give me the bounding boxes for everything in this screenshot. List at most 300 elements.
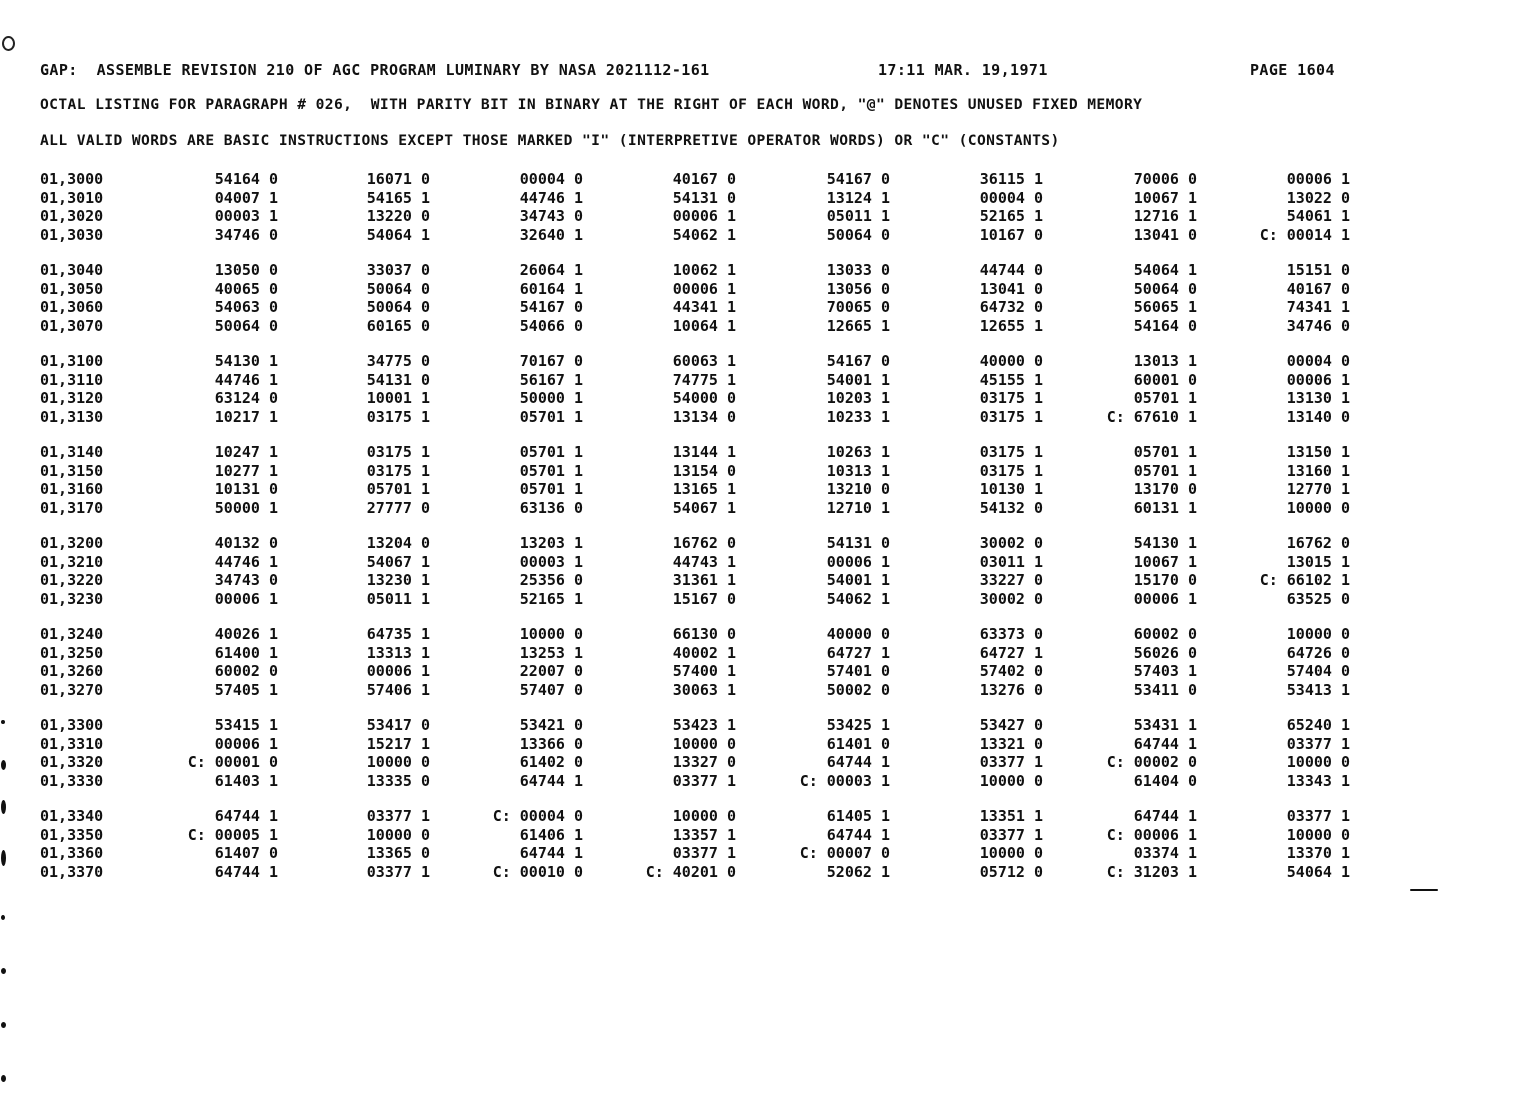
octal-word: 13134 0 bbox=[672, 408, 736, 426]
octal-word: 64735 1 bbox=[366, 625, 430, 643]
octal-word: 10000 0 bbox=[1286, 499, 1350, 517]
listing-description: OCTAL LISTING FOR PARAGRAPH # 026, WITH PARITY BIT IN BINARY AT THE RIGHT OF EACH WORD, "@" DENOTES UNUSED FIXED MEMORY bbox=[40, 96, 1143, 113]
octal-word: 13124 1 bbox=[826, 189, 890, 207]
octal-word: 64727 1 bbox=[979, 644, 1043, 662]
octal-word: 60002 0 bbox=[1133, 625, 1197, 643]
octal-word: 13313 1 bbox=[366, 644, 430, 662]
octal-word: 10217 1 bbox=[214, 408, 278, 426]
octal-word: 60063 1 bbox=[672, 352, 736, 370]
octal-word: 40002 1 bbox=[672, 644, 736, 662]
octal-word: 10131 0 bbox=[214, 480, 278, 498]
listing-row bbox=[0, 298, 1400, 316]
octal-word: 54132 0 bbox=[979, 499, 1043, 517]
row-address: 01,3200 bbox=[40, 534, 104, 552]
octal-word: 13033 0 bbox=[826, 261, 890, 279]
octal-word: 00006 1 bbox=[1286, 170, 1350, 188]
octal-word: 57402 0 bbox=[979, 662, 1043, 680]
octal-word: 64744 1 bbox=[1133, 807, 1197, 825]
octal-word: 50000 1 bbox=[519, 389, 583, 407]
octal-word: 50064 0 bbox=[214, 317, 278, 335]
octal-word: 63373 0 bbox=[979, 625, 1043, 643]
octal-word: 64744 1 bbox=[1133, 735, 1197, 753]
octal-word: 16762 0 bbox=[672, 534, 736, 552]
octal-word: 64744 1 bbox=[826, 753, 890, 771]
octal-word: 40167 0 bbox=[672, 170, 736, 188]
octal-word: 13276 0 bbox=[979, 681, 1043, 699]
octal-word: 60165 0 bbox=[366, 317, 430, 335]
row-address: 01,3240 bbox=[40, 625, 104, 643]
octal-word: 00006 1 bbox=[366, 662, 430, 680]
octal-word: 60002 0 bbox=[214, 662, 278, 680]
octal-word: 45155 1 bbox=[979, 371, 1043, 389]
octal-word: 13327 0 bbox=[672, 753, 736, 771]
octal-word: 13357 1 bbox=[672, 826, 736, 844]
octal-word: 03011 1 bbox=[979, 553, 1043, 571]
octal-word: 00006 1 bbox=[672, 280, 736, 298]
octal-word: C: 40201 0 bbox=[645, 863, 736, 881]
octal-word: 00004 0 bbox=[1286, 352, 1350, 370]
row-address: 01,3370 bbox=[40, 863, 104, 881]
octal-word: 61400 1 bbox=[214, 644, 278, 662]
octal-word: 13203 1 bbox=[519, 534, 583, 552]
octal-word: 57401 0 bbox=[826, 662, 890, 680]
listing-row bbox=[0, 716, 1400, 734]
octal-word: 70167 0 bbox=[519, 352, 583, 370]
octal-word: 27777 0 bbox=[366, 499, 430, 517]
octal-word: 13022 0 bbox=[1286, 189, 1350, 207]
octal-word: 63124 0 bbox=[214, 389, 278, 407]
octal-word: 34746 0 bbox=[214, 226, 278, 244]
octal-word: 40167 0 bbox=[1286, 280, 1350, 298]
octal-word: 10000 0 bbox=[672, 735, 736, 753]
octal-word: 13370 1 bbox=[1286, 844, 1350, 862]
row-address: 01,3040 bbox=[40, 261, 104, 279]
octal-word: 50002 0 bbox=[826, 681, 890, 699]
octal-word: 44744 0 bbox=[979, 261, 1043, 279]
octal-word: 10000 0 bbox=[519, 625, 583, 643]
octal-word: 00006 1 bbox=[1286, 371, 1350, 389]
octal-word: 57407 0 bbox=[519, 681, 583, 699]
octal-word: 54130 1 bbox=[214, 352, 278, 370]
row-address: 01,3320 bbox=[40, 753, 104, 771]
octal-word: 56026 0 bbox=[1133, 644, 1197, 662]
octal-word: 05701 1 bbox=[1133, 443, 1197, 461]
row-address: 01,3070 bbox=[40, 317, 104, 335]
listing-row bbox=[0, 807, 1400, 825]
octal-word: 13041 0 bbox=[1133, 226, 1197, 244]
row-address: 01,3220 bbox=[40, 571, 104, 589]
octal-word: 03175 1 bbox=[366, 443, 430, 461]
octal-word: 10233 1 bbox=[826, 408, 890, 426]
octal-word: 44341 1 bbox=[672, 298, 736, 316]
octal-word: 03175 1 bbox=[979, 408, 1043, 426]
octal-word: 54066 0 bbox=[519, 317, 583, 335]
octal-word: 13130 1 bbox=[1286, 389, 1350, 407]
octal-word: 54064 1 bbox=[1286, 863, 1350, 881]
punch-hole-mark bbox=[2, 36, 15, 51]
octal-word: 04007 1 bbox=[214, 189, 278, 207]
octal-word: 00004 0 bbox=[519, 170, 583, 188]
octal-word: 64744 1 bbox=[519, 844, 583, 862]
octal-word: 10001 1 bbox=[366, 389, 430, 407]
octal-word: 26064 1 bbox=[519, 261, 583, 279]
octal-word: 13343 1 bbox=[1286, 772, 1350, 790]
row-address: 01,3340 bbox=[40, 807, 104, 825]
listing-row bbox=[0, 280, 1400, 298]
octal-word: 00003 1 bbox=[519, 553, 583, 571]
octal-word: 53427 0 bbox=[979, 716, 1043, 734]
octal-word: 05712 0 bbox=[979, 863, 1043, 881]
octal-word: 53413 1 bbox=[1286, 681, 1350, 699]
octal-word: 40000 0 bbox=[826, 625, 890, 643]
octal-word: 10062 1 bbox=[672, 261, 736, 279]
listing-row bbox=[0, 207, 1400, 225]
listing-row bbox=[0, 408, 1400, 426]
octal-word: 05701 1 bbox=[1133, 389, 1197, 407]
octal-word: 13366 0 bbox=[519, 735, 583, 753]
octal-word: 05701 1 bbox=[366, 480, 430, 498]
octal-word: 57400 1 bbox=[672, 662, 736, 680]
octal-word: 64744 1 bbox=[519, 772, 583, 790]
listing-row bbox=[0, 571, 1400, 589]
listing-row bbox=[0, 317, 1400, 335]
octal-word: 05011 1 bbox=[366, 590, 430, 608]
octal-word: 56167 1 bbox=[519, 371, 583, 389]
octal-word: 10247 1 bbox=[214, 443, 278, 461]
octal-word: 63525 0 bbox=[1286, 590, 1350, 608]
octal-word: 10000 0 bbox=[1286, 753, 1350, 771]
octal-word: 50064 0 bbox=[826, 226, 890, 244]
octal-word: 54067 1 bbox=[672, 499, 736, 517]
octal-word: C: 31203 1 bbox=[1106, 863, 1197, 881]
header-timestamp: 17:11 MAR. 19,1971 bbox=[878, 61, 1048, 79]
octal-word: 03175 1 bbox=[979, 462, 1043, 480]
octal-word: 54167 0 bbox=[519, 298, 583, 316]
octal-word: 03175 1 bbox=[366, 462, 430, 480]
octal-word: 10263 1 bbox=[826, 443, 890, 461]
scan-speck bbox=[1, 968, 6, 974]
listing-row bbox=[0, 534, 1400, 552]
octal-word: 30002 0 bbox=[979, 534, 1043, 552]
octal-word: 64732 0 bbox=[979, 298, 1043, 316]
octal-word: 00003 1 bbox=[214, 207, 278, 225]
octal-word: 13056 0 bbox=[826, 280, 890, 298]
listing-row bbox=[0, 389, 1400, 407]
octal-word: 54061 1 bbox=[1286, 207, 1350, 225]
octal-word: 12665 1 bbox=[826, 317, 890, 335]
octal-word: 13050 0 bbox=[214, 261, 278, 279]
octal-word: 10000 0 bbox=[366, 753, 430, 771]
octal-word: 54064 1 bbox=[366, 226, 430, 244]
listing-row bbox=[0, 735, 1400, 753]
row-address: 01,3030 bbox=[40, 226, 104, 244]
octal-word: 10000 0 bbox=[979, 844, 1043, 862]
octal-word: 00006 1 bbox=[214, 590, 278, 608]
row-address: 01,3270 bbox=[40, 681, 104, 699]
octal-word: 57403 1 bbox=[1133, 662, 1197, 680]
octal-word: 03377 1 bbox=[366, 807, 430, 825]
octal-word: 13013 1 bbox=[1133, 352, 1197, 370]
listing-row bbox=[0, 480, 1400, 498]
octal-word: 54164 0 bbox=[1133, 317, 1197, 335]
octal-word: 00006 1 bbox=[826, 553, 890, 571]
scan-speck bbox=[1, 1075, 6, 1082]
octal-word: 13165 1 bbox=[672, 480, 736, 498]
octal-word: 12770 1 bbox=[1286, 480, 1350, 498]
octal-word: 16762 0 bbox=[1286, 534, 1350, 552]
scan-speck bbox=[1410, 889, 1438, 891]
octal-word: 44746 1 bbox=[214, 371, 278, 389]
octal-word: C: 00005 1 bbox=[187, 826, 278, 844]
octal-word: 05011 1 bbox=[826, 207, 890, 225]
octal-word: 10000 0 bbox=[672, 807, 736, 825]
octal-word: 00006 1 bbox=[672, 207, 736, 225]
row-address: 01,3020 bbox=[40, 207, 104, 225]
octal-word: 54131 0 bbox=[826, 534, 890, 552]
octal-word: 74775 1 bbox=[672, 371, 736, 389]
octal-word: 54131 0 bbox=[672, 189, 736, 207]
octal-word: 40132 0 bbox=[214, 534, 278, 552]
octal-word: 61406 1 bbox=[519, 826, 583, 844]
octal-word: 54063 0 bbox=[214, 298, 278, 316]
octal-word: 05701 1 bbox=[1133, 462, 1197, 480]
octal-word: 03377 1 bbox=[1286, 807, 1350, 825]
octal-word: 13170 0 bbox=[1133, 480, 1197, 498]
octal-word: 54062 1 bbox=[672, 226, 736, 244]
octal-word: 31361 1 bbox=[672, 571, 736, 589]
octal-word: C: 00002 0 bbox=[1106, 753, 1197, 771]
octal-word: 34743 0 bbox=[519, 207, 583, 225]
row-address: 01,3140 bbox=[40, 443, 104, 461]
octal-word: 25356 0 bbox=[519, 571, 583, 589]
row-address: 01,3050 bbox=[40, 280, 104, 298]
octal-word: 03377 1 bbox=[979, 753, 1043, 771]
page-number: PAGE 1604 bbox=[1250, 61, 1335, 79]
listing-row bbox=[0, 772, 1400, 790]
row-address: 01,3330 bbox=[40, 772, 104, 790]
octal-word: 00004 0 bbox=[979, 189, 1043, 207]
row-address: 01,3360 bbox=[40, 844, 104, 862]
octal-word: 13160 1 bbox=[1286, 462, 1350, 480]
octal-word: 52165 1 bbox=[979, 207, 1043, 225]
octal-word: 40026 1 bbox=[214, 625, 278, 643]
octal-word: 61401 0 bbox=[826, 735, 890, 753]
octal-word: 44746 1 bbox=[214, 553, 278, 571]
octal-word: 10000 0 bbox=[366, 826, 430, 844]
octal-word: C: 66102 1 bbox=[1259, 571, 1350, 589]
listing-row bbox=[0, 844, 1400, 862]
octal-word: 15217 1 bbox=[366, 735, 430, 753]
octal-word: 32640 1 bbox=[519, 226, 583, 244]
octal-word: 13150 1 bbox=[1286, 443, 1350, 461]
octal-word: C: 00006 1 bbox=[1106, 826, 1197, 844]
assembly-header: GAP: ASSEMBLE REVISION 210 OF AGC PROGRAM LUMINARY BY NASA 2021112-161 bbox=[40, 61, 710, 79]
octal-word: 05701 1 bbox=[519, 480, 583, 498]
octal-word: 13041 0 bbox=[979, 280, 1043, 298]
octal-word: 61405 1 bbox=[826, 807, 890, 825]
octal-word: 22007 0 bbox=[519, 662, 583, 680]
octal-word: 10277 1 bbox=[214, 462, 278, 480]
octal-word: 03377 1 bbox=[1286, 735, 1350, 753]
octal-word: 54064 1 bbox=[1133, 261, 1197, 279]
octal-word: 13140 0 bbox=[1286, 408, 1350, 426]
octal-word: 54067 1 bbox=[366, 553, 430, 571]
row-address: 01,3300 bbox=[40, 716, 104, 734]
octal-word: 03175 1 bbox=[366, 408, 430, 426]
octal-word: 10313 1 bbox=[826, 462, 890, 480]
listing-row bbox=[0, 261, 1400, 279]
listing-row bbox=[0, 226, 1400, 244]
octal-word: 54062 1 bbox=[826, 590, 890, 608]
octal-word: 57406 1 bbox=[366, 681, 430, 699]
octal-word: 13220 0 bbox=[366, 207, 430, 225]
octal-word: 64744 1 bbox=[826, 826, 890, 844]
row-address: 01,3000 bbox=[40, 170, 104, 188]
octal-word: 13230 1 bbox=[366, 571, 430, 589]
octal-word: 34746 0 bbox=[1286, 317, 1350, 335]
octal-word: 34775 0 bbox=[366, 352, 430, 370]
octal-word: 53425 1 bbox=[826, 716, 890, 734]
row-address: 01,3110 bbox=[40, 371, 104, 389]
octal-word: 60131 1 bbox=[1133, 499, 1197, 517]
octal-word: 03175 1 bbox=[979, 389, 1043, 407]
octal-word: 50064 0 bbox=[1133, 280, 1197, 298]
octal-word: 54000 0 bbox=[672, 389, 736, 407]
octal-word: 53423 1 bbox=[672, 716, 736, 734]
octal-word: 53415 1 bbox=[214, 716, 278, 734]
octal-word: 54167 0 bbox=[826, 170, 890, 188]
octal-word: 64726 0 bbox=[1286, 644, 1350, 662]
octal-word: 10067 1 bbox=[1133, 189, 1197, 207]
octal-word: C: 00004 0 bbox=[492, 807, 583, 825]
octal-word: 61407 0 bbox=[214, 844, 278, 862]
listing-row bbox=[0, 352, 1400, 370]
octal-word: C: 00001 0 bbox=[187, 753, 278, 771]
octal-word: 70006 0 bbox=[1133, 170, 1197, 188]
octal-word: 10130 1 bbox=[979, 480, 1043, 498]
octal-word: 05701 1 bbox=[519, 462, 583, 480]
listing-row bbox=[0, 371, 1400, 389]
octal-word: 03377 1 bbox=[672, 844, 736, 862]
octal-word: 12710 1 bbox=[826, 499, 890, 517]
octal-word: C: 00014 1 bbox=[1259, 226, 1350, 244]
listing-row bbox=[0, 189, 1400, 207]
octal-word: 30063 1 bbox=[672, 681, 736, 699]
octal-word: 40065 0 bbox=[214, 280, 278, 298]
octal-word: 03374 1 bbox=[1133, 844, 1197, 862]
octal-word: 57405 1 bbox=[214, 681, 278, 699]
octal-word: 33037 0 bbox=[366, 261, 430, 279]
octal-word: 03377 1 bbox=[979, 826, 1043, 844]
octal-word: 15167 0 bbox=[672, 590, 736, 608]
row-address: 01,3060 bbox=[40, 298, 104, 316]
octal-word: 00006 1 bbox=[1133, 590, 1197, 608]
octal-word: 36115 1 bbox=[979, 170, 1043, 188]
row-address: 01,3210 bbox=[40, 553, 104, 571]
row-address: 01,3130 bbox=[40, 408, 104, 426]
octal-word: 70065 0 bbox=[826, 298, 890, 316]
octal-word: 54165 1 bbox=[366, 189, 430, 207]
octal-word: 10000 0 bbox=[979, 772, 1043, 790]
octal-word: 54164 0 bbox=[214, 170, 278, 188]
octal-word: 64744 1 bbox=[214, 807, 278, 825]
octal-word: 66130 0 bbox=[672, 625, 736, 643]
octal-word: 03175 1 bbox=[979, 443, 1043, 461]
octal-word: 50000 1 bbox=[214, 499, 278, 517]
octal-word: 54167 0 bbox=[826, 352, 890, 370]
octal-word: 10167 0 bbox=[979, 226, 1043, 244]
octal-word: 10067 1 bbox=[1133, 553, 1197, 571]
octal-word: C: 00010 0 bbox=[492, 863, 583, 881]
listing-row bbox=[0, 170, 1400, 188]
scan-speck bbox=[1, 915, 5, 920]
octal-word: 13321 0 bbox=[979, 735, 1043, 753]
octal-word: 03377 1 bbox=[672, 772, 736, 790]
octal-word: 15170 0 bbox=[1133, 571, 1197, 589]
octal-word: 52062 1 bbox=[826, 863, 890, 881]
octal-word: 30002 0 bbox=[979, 590, 1043, 608]
listing-row bbox=[0, 443, 1400, 461]
octal-word: 61402 0 bbox=[519, 753, 583, 771]
row-address: 01,3100 bbox=[40, 352, 104, 370]
octal-word: 54001 1 bbox=[826, 371, 890, 389]
octal-word: 12716 1 bbox=[1133, 207, 1197, 225]
row-address: 01,3250 bbox=[40, 644, 104, 662]
octal-word: 60001 0 bbox=[1133, 371, 1197, 389]
row-address: 01,3010 bbox=[40, 189, 104, 207]
listing-row bbox=[0, 553, 1400, 571]
word-type-note: ALL VALID WORDS ARE BASIC INSTRUCTIONS EXCEPT THOSE MARKED "I" (INTERPRETIVE OPERATOR WORDS) OR "C" (CONSTANTS) bbox=[40, 132, 1060, 149]
octal-word: 12655 1 bbox=[979, 317, 1043, 335]
octal-word: 54001 1 bbox=[826, 571, 890, 589]
octal-word: 05701 1 bbox=[519, 443, 583, 461]
scan-speck bbox=[1, 1022, 6, 1028]
octal-word: 16071 0 bbox=[366, 170, 430, 188]
row-address: 01,3150 bbox=[40, 462, 104, 480]
row-address: 01,3260 bbox=[40, 662, 104, 680]
row-address: 01,3310 bbox=[40, 735, 104, 753]
row-address: 01,3120 bbox=[40, 389, 104, 407]
octal-word: 34743 0 bbox=[214, 571, 278, 589]
listing-row bbox=[0, 590, 1400, 608]
octal-word: 57404 0 bbox=[1286, 662, 1350, 680]
octal-word: 13015 1 bbox=[1286, 553, 1350, 571]
octal-word: 50064 0 bbox=[366, 298, 430, 316]
octal-word: 64727 1 bbox=[826, 644, 890, 662]
octal-word: 13351 1 bbox=[979, 807, 1043, 825]
octal-word: C: 67610 1 bbox=[1106, 408, 1197, 426]
octal-word: 40000 0 bbox=[979, 352, 1043, 370]
octal-word: 03377 1 bbox=[366, 863, 430, 881]
octal-word: 52165 1 bbox=[519, 590, 583, 608]
octal-word: 53411 0 bbox=[1133, 681, 1197, 699]
octal-word: 00006 1 bbox=[214, 735, 278, 753]
octal-word: 44746 1 bbox=[519, 189, 583, 207]
listing-row bbox=[0, 662, 1400, 680]
octal-word: 63136 0 bbox=[519, 499, 583, 517]
octal-word: 44743 1 bbox=[672, 553, 736, 571]
listing-row bbox=[0, 863, 1400, 881]
listing-row bbox=[0, 499, 1400, 517]
octal-word: 13144 1 bbox=[672, 443, 736, 461]
octal-word: 13365 0 bbox=[366, 844, 430, 862]
octal-word: 13204 0 bbox=[366, 534, 430, 552]
octal-word: 64744 1 bbox=[214, 863, 278, 881]
octal-word: 61404 0 bbox=[1133, 772, 1197, 790]
octal-word: 54131 0 bbox=[366, 371, 430, 389]
octal-word: 13210 0 bbox=[826, 480, 890, 498]
octal-word: 10064 1 bbox=[672, 317, 736, 335]
